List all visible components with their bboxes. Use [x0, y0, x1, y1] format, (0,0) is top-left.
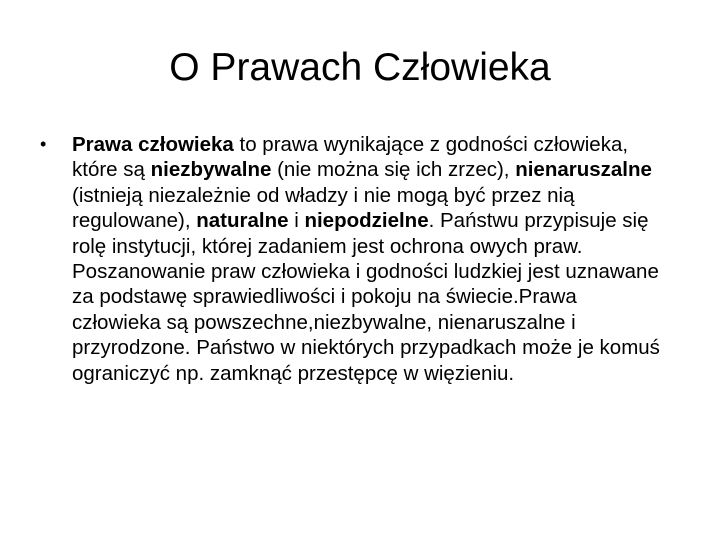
term-naturalne: naturalne: [196, 209, 289, 233]
term-niepodzielne: niepodzielne: [304, 209, 429, 233]
text-segment-2: (nie można się ich zrzec),: [271, 158, 516, 182]
bullet-item: [40, 132, 670, 386]
term-nienaruszalne: nienaruszalne: [515, 158, 652, 182]
text-segment-3: (istnieją niezależnie od władzy i nie mogą być przez nią regulowane),: [72, 183, 575, 233]
text-segment-5: . Państwu przypisuje się rolę instytucji, której zadaniem jest ochrona owych praw. Poszanowanie praw człowieka i godności ludzkiej jest uznawane za podstawę sprawiedliwości i pokoju na świecie.Prawa człowieka są powszechne,niezbywalne, nienaruszalne i przyrodzone. Państwo w niektórych przypadkach może je komuś ograniczyć np. zamknąć przestępcę w więzieniu.: [72, 209, 660, 385]
bullet-list: [40, 132, 670, 386]
term-niezbywalne: niezbywalne: [150, 158, 272, 182]
bullet-marker: •: [40, 134, 47, 154]
text-segment-4: i: [288, 209, 305, 233]
slide-title: O Prawach Człowieka: [169, 46, 551, 89]
term-prawa-czlowieka: Prawa człowieka: [72, 133, 234, 156]
text-segment-1: to prawa wynikające z godności człowieka, które są: [72, 133, 629, 182]
